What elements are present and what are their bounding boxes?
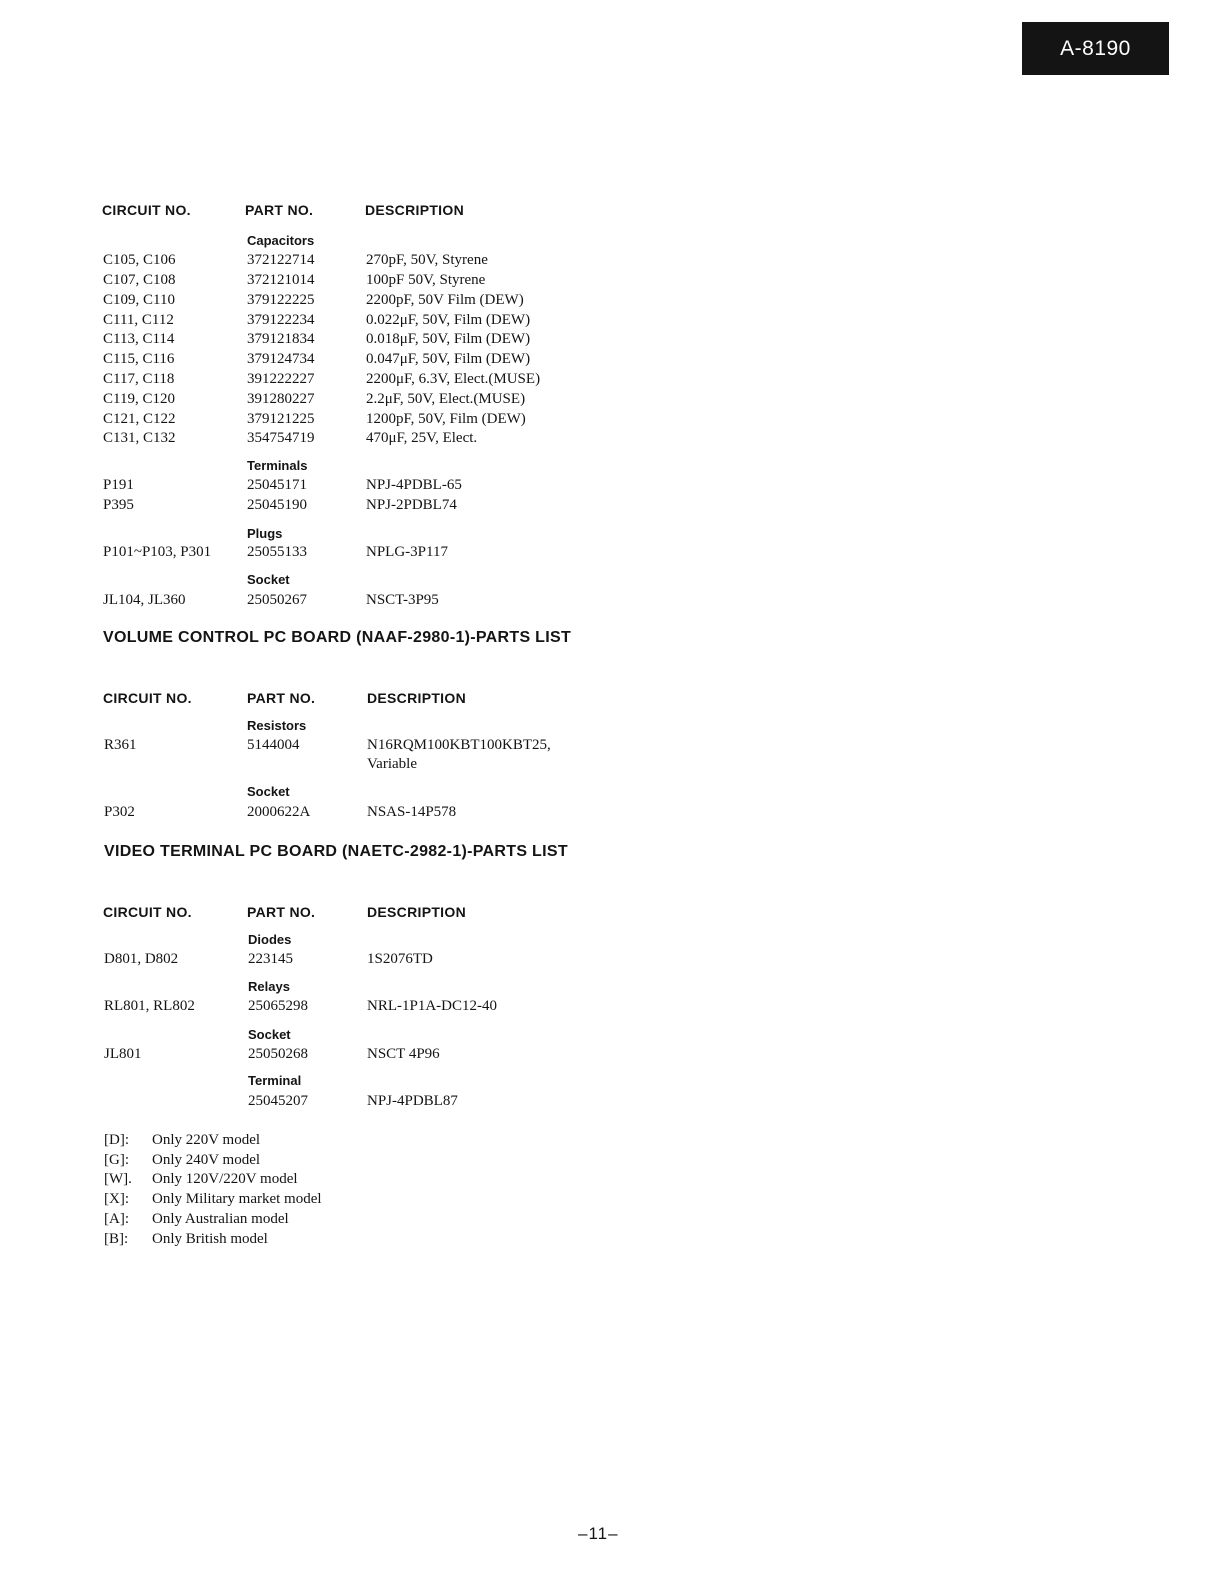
category-label: Capacitors (247, 233, 315, 248)
description-cell: 2.2μF, 50V, Elect.(MUSE) (366, 391, 526, 407)
description-cell-continued: Variable (367, 756, 417, 772)
description-cell: NPJ-4PDBL87 (367, 1093, 458, 1109)
circuit-no-cell: D801, D802 (104, 951, 179, 967)
circuit-no-cell: C117, C118 (103, 371, 175, 387)
circuit-no-cell: C119, C120 (103, 391, 175, 407)
category-label: Socket (247, 572, 290, 587)
part-no-cell: 25065298 (248, 998, 308, 1014)
description-cell: NPLG-3P117 (366, 544, 448, 560)
part-no-header: PART NO. (247, 904, 316, 920)
circuit-no-cell: RL801, RL802 (104, 998, 195, 1014)
part-no-cell: 372121014 (247, 272, 315, 288)
part-no-cell: 2000622A (247, 804, 311, 820)
description-cell: 270pF, 50V, Styrene (366, 252, 488, 268)
description-cell: 100pF 50V, Styrene (366, 272, 486, 288)
part-no-header: PART NO. (245, 202, 314, 218)
description-cell: 0.018μF, 50V, Film (DEW) (366, 331, 531, 347)
part-no-header: PART NO. (247, 690, 316, 706)
description-cell: NSAS-14P578 (367, 804, 457, 820)
part-no-cell: 391222227 (247, 371, 315, 387)
part-no-cell: 5144004 (247, 737, 300, 753)
section-title-video-terminal: VIDEO TERMINAL PC BOARD (NAETC-2982-1)-PARTS LIST (104, 843, 568, 860)
part-no-cell: 25055133 (247, 544, 307, 560)
page-number: –11– (578, 1524, 619, 1543)
note-text: Only 220V model (152, 1132, 261, 1148)
note-code: [B]: (104, 1231, 129, 1247)
description-cell: NSCT-3P95 (366, 592, 439, 608)
category-label: Terminal (248, 1073, 302, 1088)
part-no-cell: 25050268 (248, 1046, 308, 1062)
category-label: Socket (248, 1027, 291, 1042)
circuit-no-cell: P395 (103, 497, 134, 513)
description-cell: 2200pF, 50V Film (DEW) (366, 292, 524, 308)
circuit-no-cell: JL801 (104, 1046, 142, 1062)
category-label: Resistors (247, 718, 307, 733)
category-label: Terminals (247, 458, 308, 473)
part-no-cell: 379121225 (247, 411, 315, 427)
circuit-no-cell: C113, C114 (103, 331, 175, 347)
note-code: [X]: (104, 1191, 129, 1207)
circuit-no-cell: C121, C122 (103, 411, 176, 427)
part-no-cell: 379122225 (247, 292, 315, 308)
description-header: DESCRIPTION (367, 690, 466, 706)
note-text: Only 120V/220V model (152, 1171, 298, 1187)
section-title-volume-control: VOLUME CONTROL PC BOARD (NAAF-2980-1)-PARTS LIST (103, 629, 572, 646)
note-code: [W]. (104, 1171, 132, 1187)
category-label: Diodes (248, 932, 292, 947)
description-header: DESCRIPTION (365, 202, 464, 218)
part-no-cell: 391280227 (247, 391, 315, 407)
description-cell: 470μF, 25V, Elect. (366, 430, 478, 446)
circuit-no-header: CIRCUIT NO. (103, 904, 192, 920)
part-no-cell: 25050267 (247, 592, 307, 608)
circuit-no-cell: P101~P103, P301 (103, 544, 212, 560)
category-label: Socket (247, 784, 290, 799)
circuit-no-header: CIRCUIT NO. (102, 202, 191, 218)
circuit-no-cell: P191 (103, 477, 134, 493)
part-no-cell: 25045207 (248, 1093, 308, 1109)
description-cell: NPJ-4PDBL-65 (366, 477, 462, 493)
description-cell: N16RQM100KBT100KBT25, (367, 737, 551, 753)
circuit-no-cell: C109, C110 (103, 292, 175, 308)
part-no-cell: 25045171 (247, 477, 307, 493)
circuit-no-cell: C107, C108 (103, 272, 176, 288)
part-no-cell: 379124734 (247, 351, 315, 367)
part-no-cell: 354754719 (247, 430, 315, 446)
description-cell: NPJ-2PDBL74 (366, 497, 457, 513)
circuit-no-cell: C115, C116 (103, 351, 175, 367)
description-cell: 0.047μF, 50V, Film (DEW) (366, 351, 531, 367)
description-cell: 1200pF, 50V, Film (DEW) (366, 411, 526, 427)
part-no-cell: 223145 (248, 951, 293, 967)
circuit-no-cell: C105, C106 (103, 252, 176, 268)
circuit-no-cell: JL104, JL360 (103, 592, 186, 608)
note-code: [D]: (104, 1132, 129, 1148)
category-label: Relays (248, 979, 290, 994)
circuit-no-cell: P302 (104, 804, 135, 820)
part-no-cell: 379122234 (247, 312, 315, 328)
model-tag: A-8190 (1022, 22, 1169, 75)
part-no-cell: 25045190 (247, 497, 307, 513)
part-no-cell: 379121834 (247, 331, 315, 347)
description-cell: 1S2076TD (367, 951, 433, 967)
description-cell: NRL-1P1A-DC12-40 (367, 998, 497, 1014)
note-code: [A]: (104, 1211, 129, 1227)
note-text: Only 240V model (152, 1152, 261, 1168)
note-text: Only Military market model (152, 1191, 322, 1207)
circuit-no-cell: C111, C112 (103, 312, 174, 328)
description-header: DESCRIPTION (367, 904, 466, 920)
circuit-no-cell: R361 (104, 737, 137, 753)
note-text: Only Australian model (152, 1211, 289, 1227)
description-cell: 0.022μF, 50V, Film (DEW) (366, 312, 531, 328)
part-no-cell: 372122714 (247, 252, 315, 268)
note-text: Only British model (152, 1231, 268, 1247)
category-label: Plugs (247, 526, 283, 541)
description-cell: 2200μF, 6.3V, Elect.(MUSE) (366, 371, 541, 387)
circuit-no-header: CIRCUIT NO. (103, 690, 192, 706)
note-code: [G]: (104, 1152, 129, 1168)
description-cell: NSCT 4P96 (367, 1046, 440, 1062)
circuit-no-cell: C131, C132 (103, 430, 176, 446)
